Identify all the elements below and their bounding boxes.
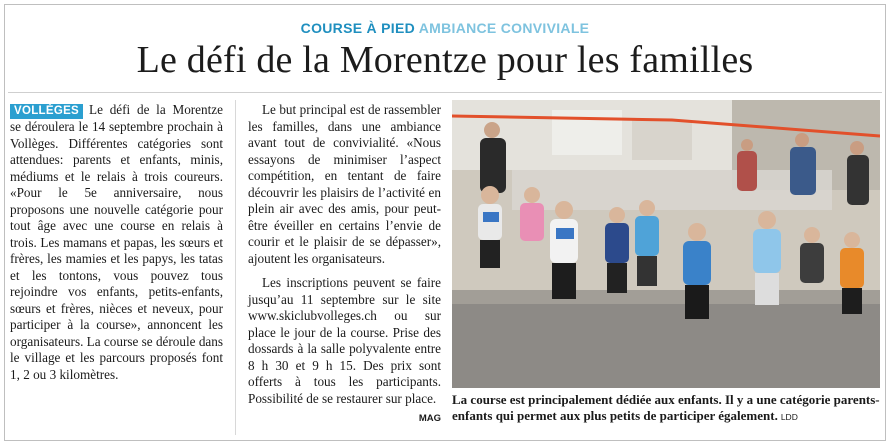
- kicker: [0, 20, 890, 36]
- children-running-photo: [452, 100, 880, 388]
- headline-divider: [8, 92, 882, 93]
- kicker-subtitle: AMBIANCE CONVIVIALE: [418, 20, 590, 36]
- photo-caption-text: La course est principalement dédiée aux enfants. Il y a une catégorie parents-enfants qui permet aux plus petits de participer également.: [452, 392, 880, 423]
- column2-paragraph-1: Le but principal est de rassembler les familles, dans une ambiance avant tout de convivialité. «Nous essayons de minimiser l’aspect compétition, en tentant de faire découvrir les plaisirs de l’activité en plein air avec des amis, pour peut-être éveiller en certains l’envie de courir et le plaisir de se dépasser», ajoutent les organisateurs.: [248, 102, 441, 266]
- photo-credit: LDD: [780, 411, 798, 422]
- photo-caption: [452, 392, 882, 425]
- column1-paragraph-1: Le défi de la Morentze se déroulera le 14 septembre prochain à Vollèges. Différentes catégories sont attendues: parents et enfants, minis, médiums et le relais à trois coureurs. «Pour le 5e anniversaire, nous proposons une nouvelle catégorie pour tout âge avec une course en relais à trois. Les mamans et papas, les sœurs et frères, les mamies et les papys, les tatas et les tontons, vous pouvez tous rejoindre vos enfants, petits-enfants, sœurs et frères, nièces et neveux, pour participer à la course», annoncent les organisateurs. La course se déroule dans le village et les parcours proposés font 1, 2 ou 3 kilomètres.: [10, 102, 223, 382]
- column2-paragraph-2: Les inscriptions peuvent se faire jusqu’au 11 septembre sur le site www.skiclubvolleges.ch ou sur place le jour de la course. Prise des dossards à la salle polyvalente entre 8 h 30 et 9 h 15. Des prix sont offerts à tous les participants. Possibilité de se restaurer sur place.: [248, 275, 441, 406]
- kicker-category: COURSE À PIED: [300, 20, 416, 36]
- dateline-badge: VOLLÈGES: [10, 104, 83, 119]
- article-column-2: [248, 102, 441, 428]
- headline: Le défi de la Morentze pour les familles: [136, 39, 754, 81]
- article-column-1: [10, 102, 223, 391]
- column-separator: [235, 100, 236, 435]
- article-photo: [452, 100, 880, 388]
- author-signature: MAG: [418, 413, 441, 424]
